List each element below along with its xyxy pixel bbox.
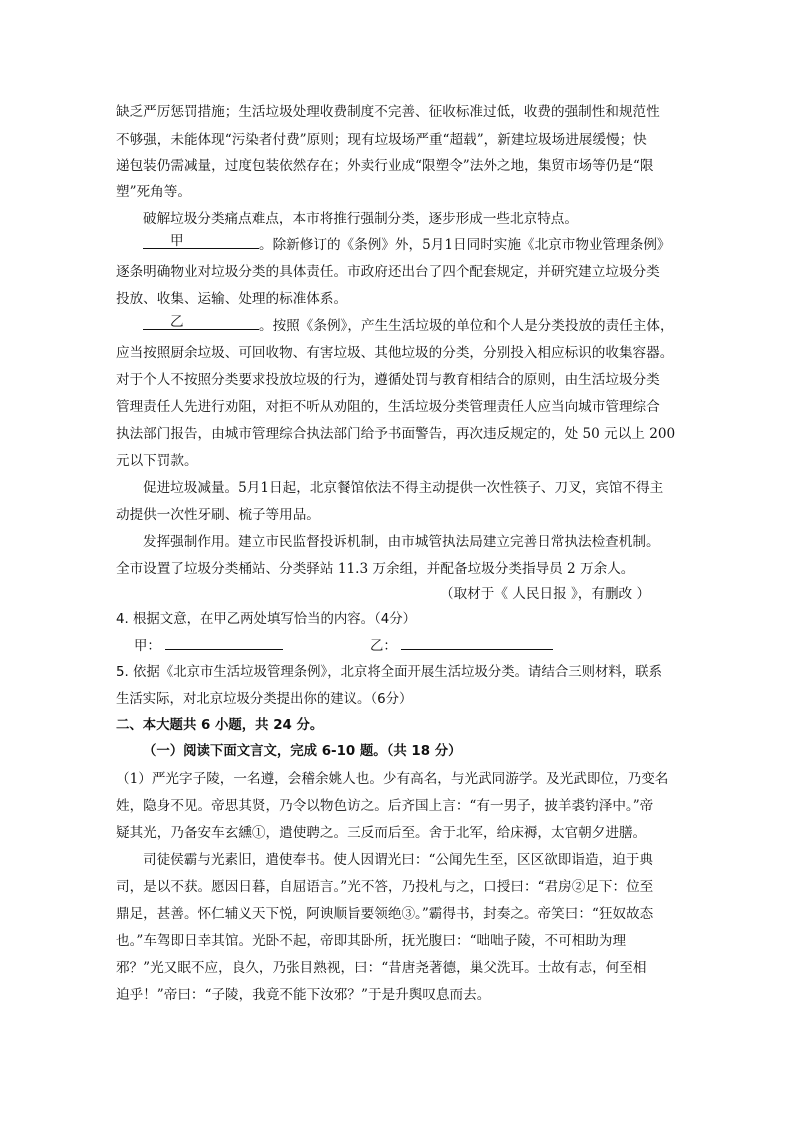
- classical-p2-line-2: 司，是以不获。愿因日暮，自屈语言。”光不答，乃投札与之，口授曰：“君房②足下：位至: [116, 879, 654, 895]
- question-4-answer-row: [134, 637, 283, 656]
- passage-p5-line-2: 动提供一次性牙刷、梳子等用品。: [116, 507, 320, 523]
- passage-p3-text-1: 。除新修订的《条例》外，5月1日同时实施《北京市物业管理条例》: [259, 237, 671, 253]
- passage-p4-line-5: 执法部门报告，由城市管理综合执法部门给予书面警告，再次违反规定的，处 50 元以上 200: [116, 426, 676, 442]
- passage-p6-line-1: 发挥强制作用。建立市民监督投诉机制，由市城管执法局建立完善日常执法检查机制。: [143, 534, 660, 550]
- passage-p4-text-1: 。按照《条例》，产生生活垃圾的单位和个人是分类投放的责任主体，: [259, 318, 674, 334]
- passage-p4-line-1: [143, 314, 674, 335]
- classical-p2-line-6: 迫乎！”帝曰：“子陵，我竟不能下汝邪？”于是升舆叹息而去。: [116, 987, 491, 1003]
- passage-source: （取材于《 人民日报 》，有删改 ）: [440, 586, 651, 602]
- passage-p4-line-3: 对于个人不按照分类要求投放垃圾的行为，遵循处罚与教育相结合的原则，由生活垃圾分类: [116, 372, 660, 388]
- classical-p1-line-3: 疑其光，乃备安车玄纁①，遣使聘之。三反而后至。舍于北军，给床褥，太官朝夕进膳。: [116, 825, 647, 841]
- question-5-line-2: 生活实际，对北京垃圾分类提出你的建议。（6分）: [116, 692, 413, 707]
- question-4-answer-row-b: [370, 637, 553, 656]
- passage-p4-line-4: 管理责任人先进行劝阻，对拒不听从劝阻的，生活垃圾分类管理责任人应当向城市管理综合: [116, 399, 660, 415]
- blank-jia-label: 甲: [170, 233, 184, 249]
- answer-label-jia: 甲：: [134, 639, 161, 654]
- blank-yi: [143, 314, 259, 330]
- blank-jia: [143, 233, 259, 249]
- passage-p2: 破解垃圾分类痛点难点，本市将推行强制分类，逐步形成一些北京特点。: [143, 211, 578, 227]
- answer-field-jia[interactable]: [165, 637, 283, 650]
- passage-p3-line-3: 投放、收集、运输、处理的标准体系。: [116, 291, 348, 307]
- answer-label-yi: 乙：: [370, 639, 397, 654]
- question-5-line-1: 5. 依据《北京市生活垃圾管理条例》，北京将全面开展生活垃圾分类。请结合三则材料，联系: [116, 665, 662, 680]
- classical-p2-line-3: 鼎足，甚善。怀仁辅义天下悦，阿谀顺旨要领绝③。”霸得书，封奏之。帝笑曰：“狂奴故态: [116, 906, 654, 922]
- classical-p1-line-1: （1）严光字子陵，一名遵，会稽余姚人也。少有高名，与光武同游学。及光武即位，乃变名: [116, 771, 669, 787]
- classical-p1-line-2: 姓，隐身不见。帝思其贤，乃令以物色访之。后齐国上言：“有一男子，披羊裘钓泽中。”帝: [116, 798, 654, 814]
- passage-p1-line-1: 缺乏严厉惩罚措施；生活垃圾处理收费制度不完善、征收标准过低，收费的强制性和规范性: [116, 104, 660, 120]
- classical-p2-line-1: 司徒侯霸与光素旧，遣使奉书。使人因谓光曰：“公闻先生至，区区欲即诣造，迫于典: [143, 852, 653, 868]
- answer-field-yi[interactable]: [401, 637, 553, 650]
- passage-p3-line-1: [143, 233, 671, 254]
- passage-p1-line-3: 递包装仍需减量，过度包装依然存在；外卖行业成“限塑令”法外之地，集贸市场等仍是“限: [116, 158, 654, 174]
- passage-p5-line-1: 促进垃圾减量。5月1日起，北京餐馆依法不得主动提供一次性筷子、刀叉，宾馆不得主: [143, 480, 664, 496]
- passage-p4-line-2: 应当按照厨余垃圾、可回收物、有害垃圾、其他垃圾的分类，分别投入相应标识的收集容器。: [116, 345, 674, 361]
- passage-p3-line-2: 逐条明确物业对垃圾分类的具体责任。市政府还出台了四个配套规定，并研究建立垃圾分类: [116, 264, 660, 280]
- classical-p2-line-5: 邪？”光又眠不应，良久，乃张目熟视，曰：“昔唐尧著德，巢父洗耳。士故有志，何至相: [116, 960, 647, 976]
- passage-p1-line-2: 不够强，未能体现“污染者付费”原则；现有垃圾场严重“超载”，新建垃圾场进展缓慢；快: [116, 132, 647, 148]
- question-4: 4. 根据文意，在甲乙两处填写恰当的内容。（4分）: [116, 612, 417, 627]
- passage-p4-line-6: 元以下罚款。: [116, 453, 198, 469]
- classical-p2-line-4: 也。”车驾即日幸其馆。光卧不起，帝即其卧所，抚光腹曰：“咄咄子陵，不可相助为理: [116, 933, 627, 949]
- blank-yi-label: 乙: [170, 314, 184, 330]
- section-2-subheading: （一）阅读下面文言文，完成 6-10 题。（共 18 分）: [143, 744, 462, 759]
- section-2-heading: 二、本大题共 6 小题，共 24 分。: [116, 718, 324, 733]
- passage-p6-line-2: 全市设置了垃圾分类桶站、分类驿站 11.3 万余组，并配备垃圾分类指导员 2 万余人。: [116, 561, 635, 577]
- passage-p1-line-4: 塑”死角等。: [116, 184, 191, 200]
